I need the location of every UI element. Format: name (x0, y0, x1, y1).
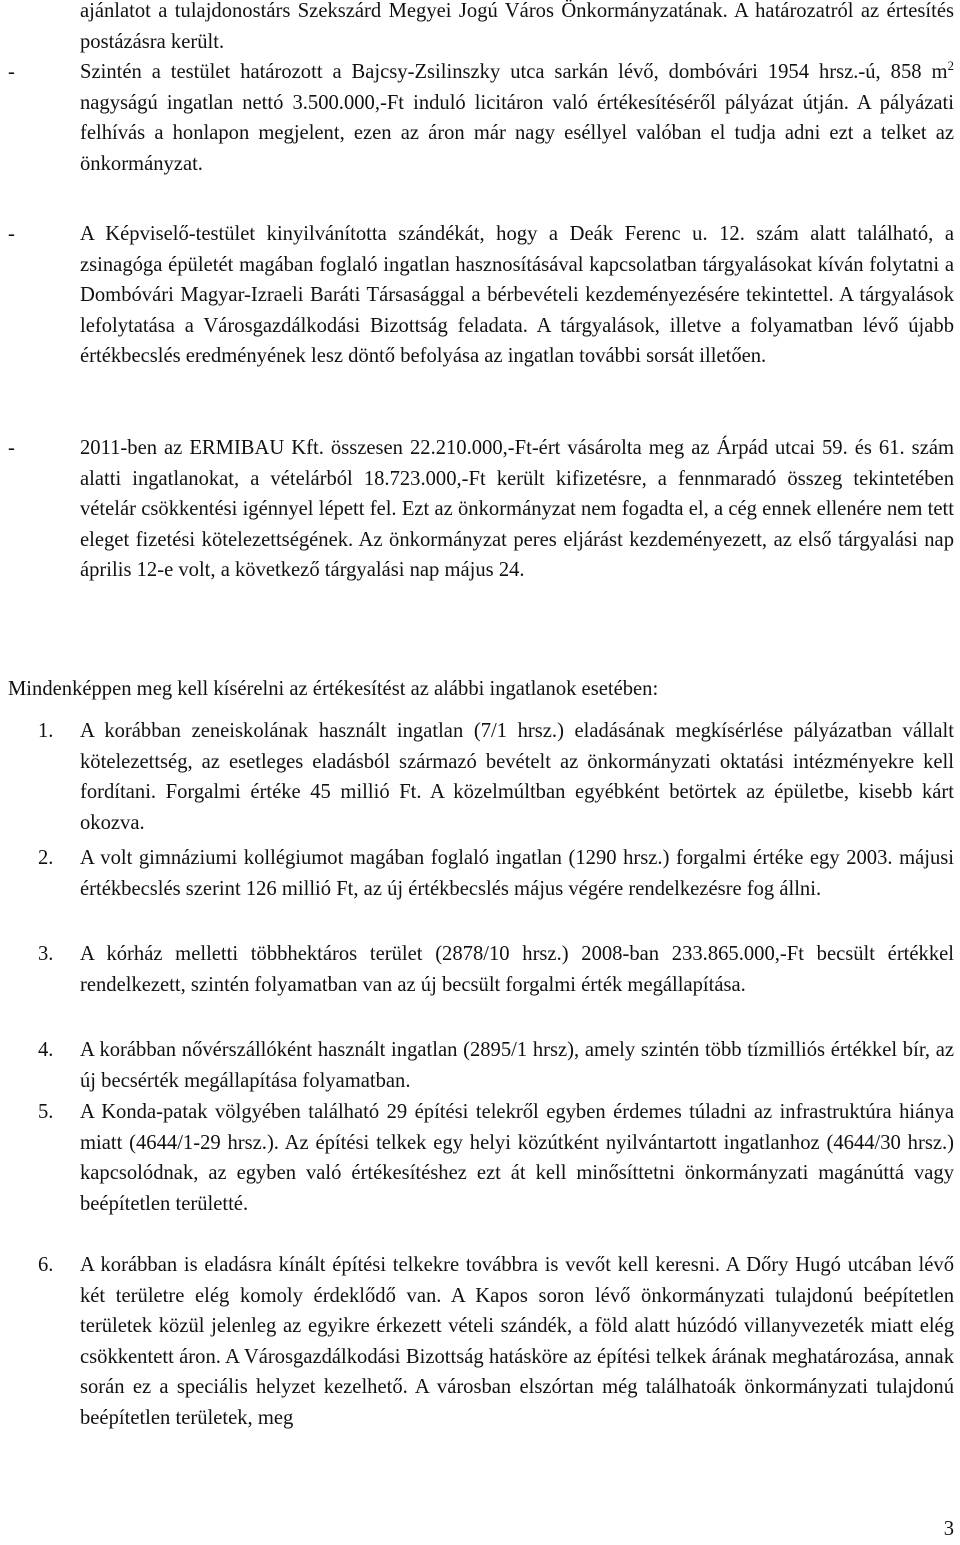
numbered-list-item (38, 1035, 954, 1096)
numbered-list-item (38, 843, 954, 904)
item-number: 3. (38, 943, 54, 965)
dash-list-item (8, 433, 954, 586)
page-number: 3 (943, 1518, 954, 1540)
dash-item-text-cont: nagyságú ingatlan nettó 3.500.000,-Ft induló licitáron való értékesítéséről pályázat útján. A pályázati felhívás a honlapon megjelent, ezen az áron már nagy eséllyel valóban el tudja adni ezt a telket az önkormányzat. (80, 91, 954, 175)
item-text: A korábban nővérszállóként használt ingatlan (2895/1 hrsz), amely szintén több tízmilliós értékkel bír, az új becsérték megállapítása folyamatban. (80, 1039, 954, 1092)
dash-bullet: - (8, 223, 15, 245)
item-text: A kórház melletti többhektáros terület (2878/10 hrsz.) 2008-ban 233.865.000,-Ft becsült értékkel rendelkezett, szintén folyamatban van az új becsült forgalmi érték megállapítása. (80, 943, 954, 996)
dash-bullet: - (8, 61, 15, 83)
dash-item-text: Szintén a testület határozott a Bajcsy-Zsilinszky utca sarkán lévő, dombóvári 1954 hrsz.-ú, 858 m (80, 61, 948, 83)
item-number: 4. (38, 1039, 54, 1061)
item-text: A Konda-patak völgyében található 29 építési telekről egyben érdemes túladni az infrastruktúra hiánya miatt (4644/1-29 hrsz.). Az építési telkek egy helyi közútként nyilvántartott ingatlanhoz (4644/30 hrsz.) kapcsolódnak, az egyben való értékesítéshez ezt át kell minősíttetni önkormányzati magánúttá vagy beépítetlen területté. (80, 1101, 954, 1215)
superscript: 2 (947, 58, 954, 73)
continuation-paragraph: ajánlatot a tulajdonostárs Szekszárd Megyei Jogú Város Önkormányzatának. A határozatról az értesítés postázásra került. (80, 0, 954, 53)
item-number: 2. (38, 847, 54, 869)
dash-item-text: 2011-ben az ERMIBAU Kft. összesen 22.210.000,-Ft-ért vásárolta meg az Árpád utcai 59. és 61. szám alatti ingatlanokat, a vételárból 18.723.000,-Ft került kifizetésre, a fennmaradó összeg tekintetében vételár csökkentési igénnyel lépett fel. Ezt az önkormányzat nem fogadta el, a cég ennek ellenére nem tett eleget fizetési kötelezettségének. Az önkormányzat peres eljárást kezdeményezett, az első tárgyalási nap április 12-e volt, a következő tárgyalási nap május 24. (80, 437, 954, 582)
numbered-list-item (38, 1250, 954, 1434)
item-number: 6. (38, 1254, 54, 1276)
item-text: A volt gimnáziumi kollégiumot magában foglaló ingatlan (1290 hrsz.) forgalmi értéke egy 2003. májusi értékbecslés szerint 126 millió Ft, az új értékbecslés május végére rendelkezésre fog állni. (80, 847, 954, 900)
item-number: 5. (38, 1101, 54, 1123)
dash-bullet: - (8, 437, 15, 459)
item-text: A korábban zeneiskolának használt ingatlan (7/1 hrsz.) eladásának megkísérlése pályázatban vállalt kötelezettség, az esetleges eladásból származó bevételt az önkormányzati oktatási intézményekre kell fordítani. Forgalmi értéke 45 millió Ft. A közelmúltban egyébként betörtek az épületbe, kisebb kárt okozva. (80, 720, 954, 834)
dash-list-item (8, 219, 954, 372)
numbered-list-item (38, 716, 954, 838)
intro-sentence: Mindenképpen meg kell kísérelni az értékesítést az alábbi ingatlanok esetében: (8, 678, 659, 700)
dash-item-text: A Képviselő-testület kinyilvánította szándékát, hogy a Deák Ferenc u. 12. szám alatt található, a zsinagóga épületét magában foglaló ingatlan hasznosításával kapcsolatban tárgyalásokat kíván folytatni a Dombóvári Magyar-Izraeli Baráti Társasággal a bérbevételi kezdeményezésére tekintettel. A tárgyalások lefolytatása a Városgazdálkodási Bizottság feladata. A tárgyalások, illetve a folyamatban lévő újabb értékbecslés eredményének lesz döntő befolyása az ingatlan további sorsát illetően. (80, 223, 954, 368)
numbered-list-item (38, 939, 954, 1000)
numbered-list-item (38, 1097, 954, 1219)
dash-list-item (8, 57, 954, 179)
item-text: A korábban is eladásra kínált építési telkekre továbbra is vevőt kell keresni. A Dőry Hugó utcában lévő két területre elég komoly érdeklődő van. A Kapos soron lévő önkormányzati tulajdonú beépítetlen területek közül jelenleg az egyikre érkezett vételi szándék, a föld alatt húzódó villanyvezeték miatt elég csökkentett áron. A Városgazdálkodási Bizottság hatásköre az építési telkek árának meghatározása, annak során ez a speciális helyzet kezelhető. A városban elszórtan még találhatoák önkormányzati tulajdonú beépítetlen területek, meg (80, 1254, 954, 1429)
item-number: 1. (38, 720, 54, 742)
